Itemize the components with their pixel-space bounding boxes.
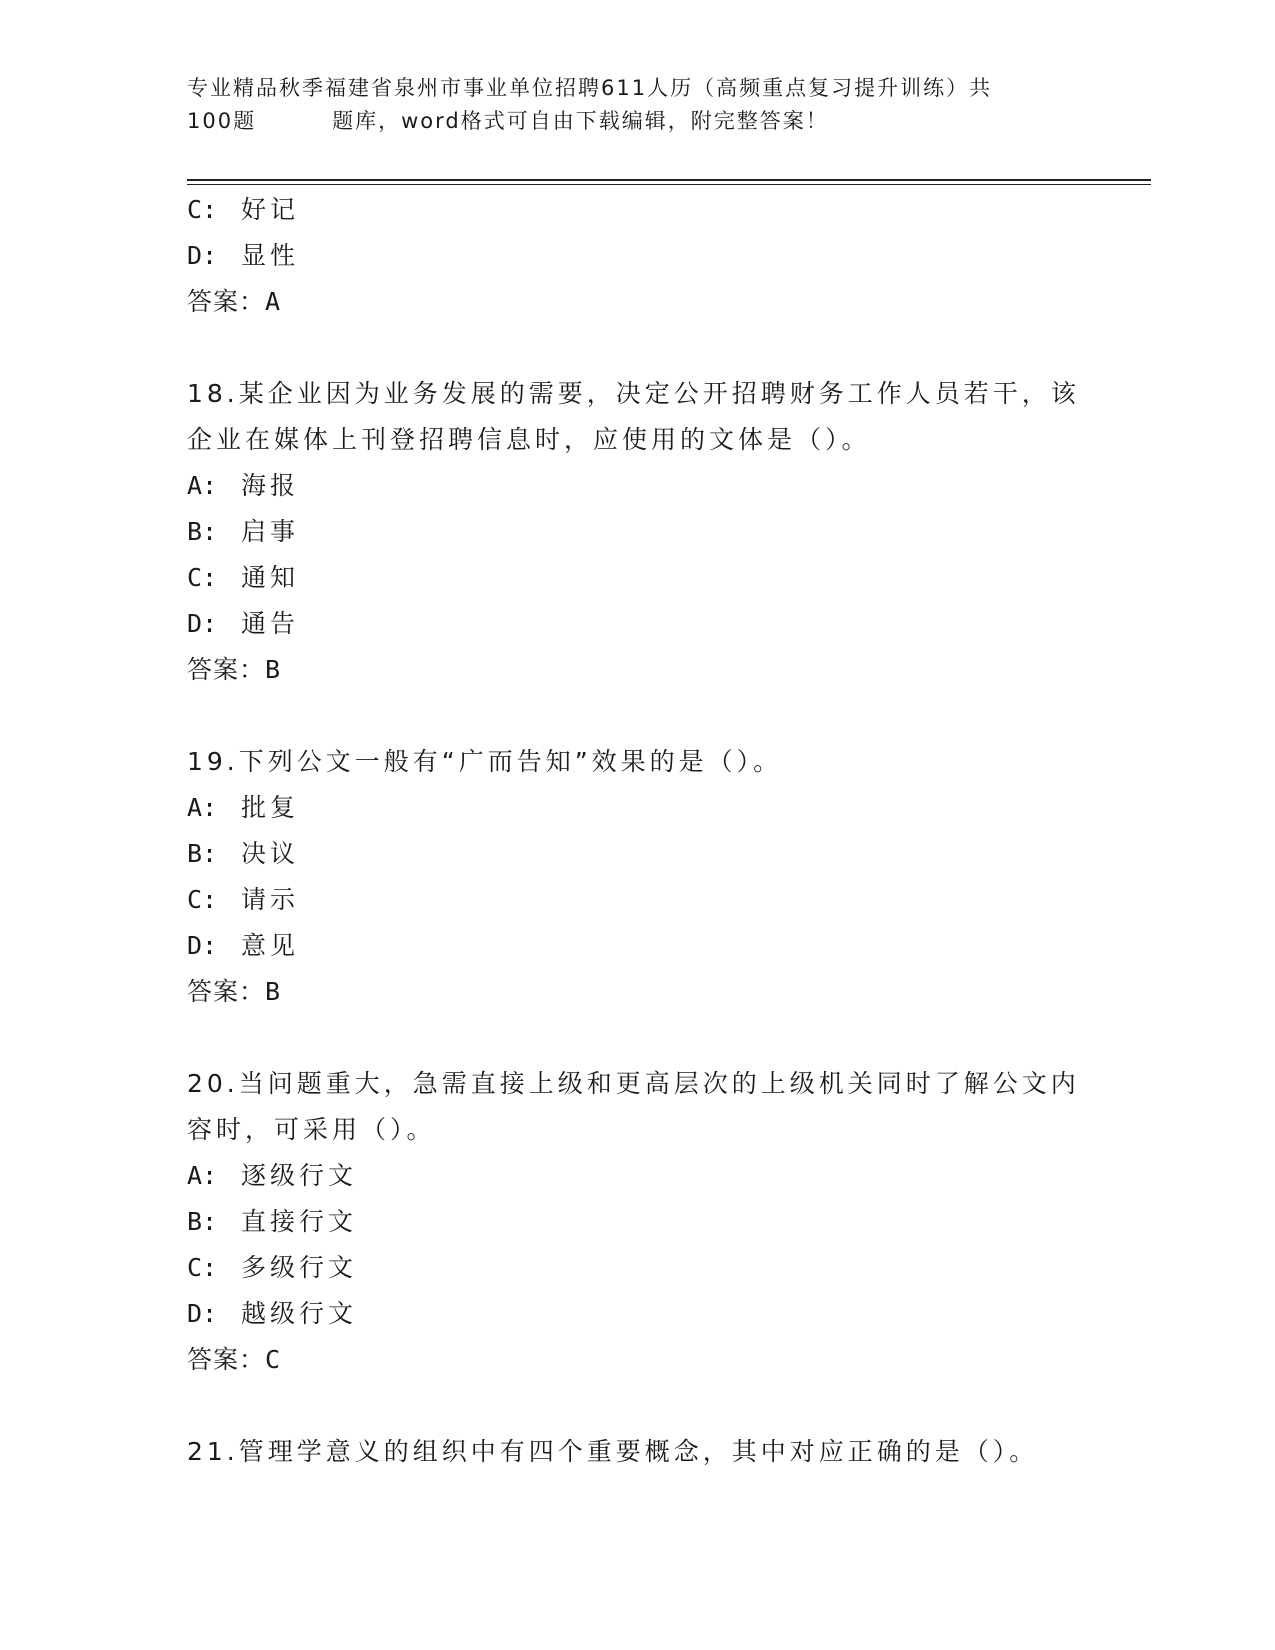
question-18 (187, 371, 1087, 693)
answer-value: A (265, 287, 281, 316)
header-question-count: 100题 (187, 109, 257, 133)
question-text-line2: 企业在媒体上刊登招聘信息时，应使用的文体是（）。 (187, 425, 871, 454)
question-text-line1: 18.某企业因为业务发展的需要，决定公开招聘财务工作人员若干，该 (187, 379, 1080, 408)
option-b: B: 决议 (187, 839, 300, 868)
header-title-line2 (187, 105, 1087, 138)
answer-label: 答案： (187, 655, 266, 684)
option-a: A: 批复 (187, 793, 300, 822)
option-c: C: 通知 (187, 563, 300, 592)
question-text-line1: 19.下列公文一般有“广而告知”效果的是（）。 (187, 747, 783, 776)
answer-line (187, 279, 1087, 325)
option-a: A: 逐级行文 (187, 1161, 358, 1190)
answer-line (187, 647, 1087, 693)
header-title-line1: 专业精品秋季福建省泉州市事业单位招聘611人历（高频重点复习提升训练）共 (187, 76, 993, 100)
option-d: D: 意见 (187, 931, 300, 960)
header-divider-thick (187, 179, 1151, 181)
option-c: C: 好记 (187, 195, 300, 224)
page-header (187, 72, 1087, 138)
answer-line (187, 1337, 1087, 1383)
option-b: B: 直接行文 (187, 1207, 358, 1236)
answer-value: C (265, 1345, 281, 1374)
option-b: B: 启事 (187, 517, 300, 546)
question-19 (187, 739, 1087, 1015)
answer-value: B (265, 655, 281, 684)
option-c: C: 请示 (187, 885, 300, 914)
option-d: D: 显性 (187, 241, 300, 270)
answer-label: 答案： (187, 1345, 266, 1374)
answer-line (187, 969, 1087, 1015)
answer-label: 答案： (187, 287, 266, 316)
header-subtitle: 题库，word格式可自由下载编辑，附完整答案！ (332, 109, 829, 133)
question-text-line2: 容时，可采用（）。 (187, 1115, 436, 1144)
option-d: D: 通告 (187, 609, 300, 638)
question-21 (187, 1429, 1087, 1475)
header-divider-thin (187, 184, 1151, 185)
answer-value: B (265, 977, 281, 1006)
option-d: D: 越级行文 (187, 1299, 358, 1328)
answer-label: 答案： (187, 977, 266, 1006)
question-text-line1: 21.管理学意义的组织中有四个重要概念，其中对应正确的是（）。 (187, 1437, 1039, 1466)
option-a: A: 海报 (187, 471, 300, 500)
question-20 (187, 1061, 1087, 1383)
question-17 (187, 187, 1087, 325)
question-text-line1: 20.当问题重大，急需直接上级和更高层次的上级机关同时了解公文内 (187, 1069, 1080, 1098)
option-c: C: 多级行文 (187, 1253, 358, 1282)
question-list (187, 187, 1087, 1475)
